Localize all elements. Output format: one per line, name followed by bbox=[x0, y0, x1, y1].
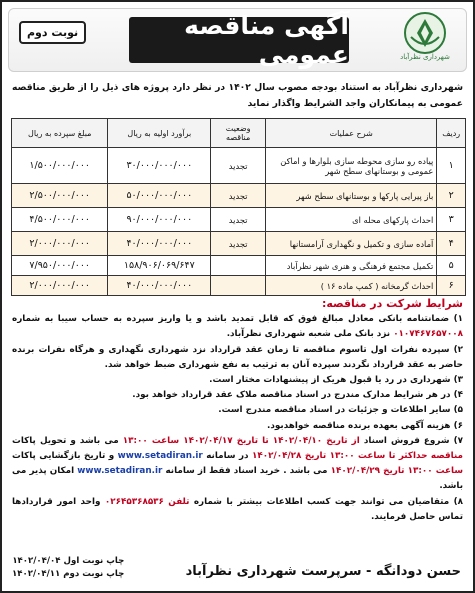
row-estimate: ۱۵۸/۹۰۶/۰۶۹/۶۴۷ bbox=[108, 256, 211, 276]
row-index: ۶ bbox=[437, 276, 466, 296]
condition-5: ۵) سایر اطلاعات و جزئیات در اسناد مناقصه مندرج است. bbox=[218, 405, 463, 416]
row-type: تجدید bbox=[211, 232, 266, 256]
row-estimate: ۳۰/۰۰۰/۰۰۰/۰۰۰ bbox=[108, 148, 211, 184]
row-index: ۴ bbox=[437, 232, 466, 256]
row-index: ۲ bbox=[437, 184, 466, 208]
condition-7-opening: و تاریخ بازگشایی پاکات bbox=[12, 451, 115, 462]
page-title: آگهی مناقصه عمومی bbox=[129, 17, 349, 63]
round-badge: نوبت دوم bbox=[19, 21, 86, 44]
condition-8-end: واحد امور قراردادها تماس حاصل فرمایند. bbox=[12, 496, 463, 522]
row-type: تجدید bbox=[211, 148, 266, 184]
row-description: باز پیرایی پارکها و بوستانهای سطح شهر bbox=[266, 184, 437, 208]
condition-8-text: ۸) متقاضیان می توانند جهت کسب اطلاعات بیشتر با شماره bbox=[193, 496, 463, 507]
setadiran-link[interactable]: www.setadiran.ir bbox=[117, 451, 203, 462]
condition-7 bbox=[12, 434, 463, 495]
condition-1-bank: نزد بانک ملی شعبه شهرداری نظرآباد. bbox=[226, 329, 391, 340]
header-description: شرح عملیات bbox=[266, 119, 437, 148]
row-deposit: ۲/۵۰۰/۰۰۰/۰۰۰ bbox=[12, 184, 108, 208]
condition-7-purchase: می باشد . خرید اسناد فقط از سامانه bbox=[165, 466, 328, 477]
condition-2: ۲) سپرده نفرات اول تاسوم مناقصه تا زمان عقد قرارداد نزد شهرداری نگهداری و هرگاه نفرات برنده حاضر به عقد قرارداد نگردند سپرده آنان به ترتیب به نفع شهرداری ضبط خواهد شد. bbox=[12, 344, 463, 370]
emblem-icon bbox=[402, 11, 448, 55]
municipality-logo bbox=[388, 11, 462, 69]
row-type bbox=[211, 276, 266, 296]
table-header-row bbox=[12, 119, 466, 148]
submission-deadline: مناقصه حداکثر تا ساعت ۱۳:۰۰ تاریخ ۱۴۰۲/۰۴/۲۸ bbox=[252, 451, 463, 462]
row-estimate: ۵۰/۰۰۰/۰۰۰/۰۰۰ bbox=[108, 184, 211, 208]
first-publication: چاپ نوبت اول ۱۴۰۲/۰۴/۰۴ bbox=[12, 556, 125, 566]
row-type: تجدید bbox=[211, 184, 266, 208]
sale-period: از تاریخ ۱۴۰۲/۰۴/۱۰ تا تاریخ ۱۴۰۲/۰۴/۱۷ ساعت ۱۳:۰۰ bbox=[122, 435, 360, 446]
signature: حسن دودانگه - سرپرست شهرداری نظرآباد bbox=[185, 564, 461, 579]
row-deposit: ۴/۵۰۰/۰۰۰/۰۰۰ bbox=[12, 208, 108, 232]
account-number: ۰۱۰۷۴۶۷۶۵۷۰۰۸ bbox=[393, 329, 463, 340]
header-deposit: مبلغ سپرده به ریال bbox=[12, 119, 108, 148]
row-deposit: ۱/۵۰۰/۰۰۰/۰۰۰ bbox=[12, 148, 108, 184]
header bbox=[8, 8, 467, 72]
condition-6: ۶) هزینه آگهی بعهده برنده مناقصه خواهدبود. bbox=[267, 420, 463, 431]
row-deposit: ۲/۰۰۰/۰۰۰/۰۰۰ bbox=[12, 276, 108, 296]
row-estimate: ۴۰/۰۰۰/۰۰۰/۰۰۰ bbox=[108, 232, 211, 256]
table-row bbox=[12, 276, 466, 296]
conditions-title: شرایط شرکت در مناقصه: bbox=[321, 297, 463, 310]
second-publication: چاپ نوبت دوم ۱۴۰۲/۰۴/۱۱ bbox=[12, 569, 125, 579]
row-deposit: ۲/۰۰۰/۰۰۰/۰۰۰ bbox=[12, 232, 108, 256]
condition-7-possible: امکان پذیر می باشد. bbox=[12, 466, 463, 492]
table-row bbox=[12, 256, 466, 276]
row-description: آماده سازی و تکمیل و نگهداری آرامستانها bbox=[266, 232, 437, 256]
row-index: ۱ bbox=[437, 148, 466, 184]
row-index: ۵ bbox=[437, 256, 466, 276]
condition-7-system: در سامانه bbox=[206, 451, 249, 462]
row-index: ۳ bbox=[437, 208, 466, 232]
projects-table bbox=[11, 118, 466, 296]
conditions-section bbox=[12, 296, 463, 525]
row-estimate: ۴۰/۰۰۰/۰۰۰/۰۰۰ bbox=[108, 276, 211, 296]
contact-phone: تلفن ۰۲۶۴۵۳۶۸۵۳۶ bbox=[104, 496, 190, 507]
condition-7-delivery: می باشد و تحویل پاکات bbox=[12, 435, 119, 446]
row-description: پیاده رو سازی محوطه سازی بلوارها و اماکن عمومی و بوستانهای سطح شهر bbox=[266, 148, 437, 184]
header-estimate: برآورد اولیه به ریال bbox=[108, 119, 211, 148]
row-deposit: ۷/۹۵۰/۰۰۰/۰۰۰ bbox=[12, 256, 108, 276]
row-type: تجدید bbox=[211, 208, 266, 232]
condition-8 bbox=[12, 495, 463, 525]
table-row bbox=[12, 232, 466, 256]
row-description: احداث پارکهای محله ای bbox=[266, 208, 437, 232]
logo-text: شهرداری نظرآباد bbox=[400, 53, 450, 61]
table-row bbox=[12, 148, 466, 184]
condition-3: ۳) شهرداری در رد یا قبول هریک از پیشنهادات مختار است. bbox=[209, 375, 463, 386]
row-description: تکمیل مجتمع فرهنگی و هنری شهر نظرآباد bbox=[266, 256, 437, 276]
condition-4: ۴) در هر شرایط مدارک مندرج در اسناد مناقصه ملاک عقد قرارداد خواهد بود. bbox=[132, 390, 463, 401]
setadiran-link-2[interactable]: www.setadiran.ir bbox=[77, 466, 163, 477]
header-index: ردیف bbox=[437, 119, 466, 148]
publication-dates bbox=[12, 555, 124, 581]
intro-text: شهرداری نظرآباد به استناد بودجه مصوب سال ۱۴۰۲ در نظر دارد پروژه های ذیل را از طریق مناقصه عمومی به پیمانکاران واجد الشرایط واگذار نماید bbox=[12, 82, 463, 109]
row-description: احداث گرمخانه ( کمپ ماده ۱۶ ) bbox=[266, 276, 437, 296]
condition-1 bbox=[12, 312, 463, 342]
header-type: وضعیت مناقصه bbox=[211, 119, 266, 148]
row-estimate: ۹۰/۰۰۰/۰۰۰/۰۰۰ bbox=[108, 208, 211, 232]
table-row bbox=[12, 184, 466, 208]
condition-7-start: ۷) شروع فروش اسناد bbox=[363, 435, 463, 446]
opening-date: ساعت ۱۳:۰۰ تاریخ ۱۴۰۲/۰۴/۲۹ bbox=[330, 466, 463, 477]
row-type bbox=[211, 256, 266, 276]
table-row bbox=[12, 208, 466, 232]
condition-1-text: ۱) ضمانتنامه بانکی معادل مبالغ فوق که قابل تمدید باشد و یا واریز سپرده به حساب سیبا به شماره bbox=[12, 314, 463, 325]
